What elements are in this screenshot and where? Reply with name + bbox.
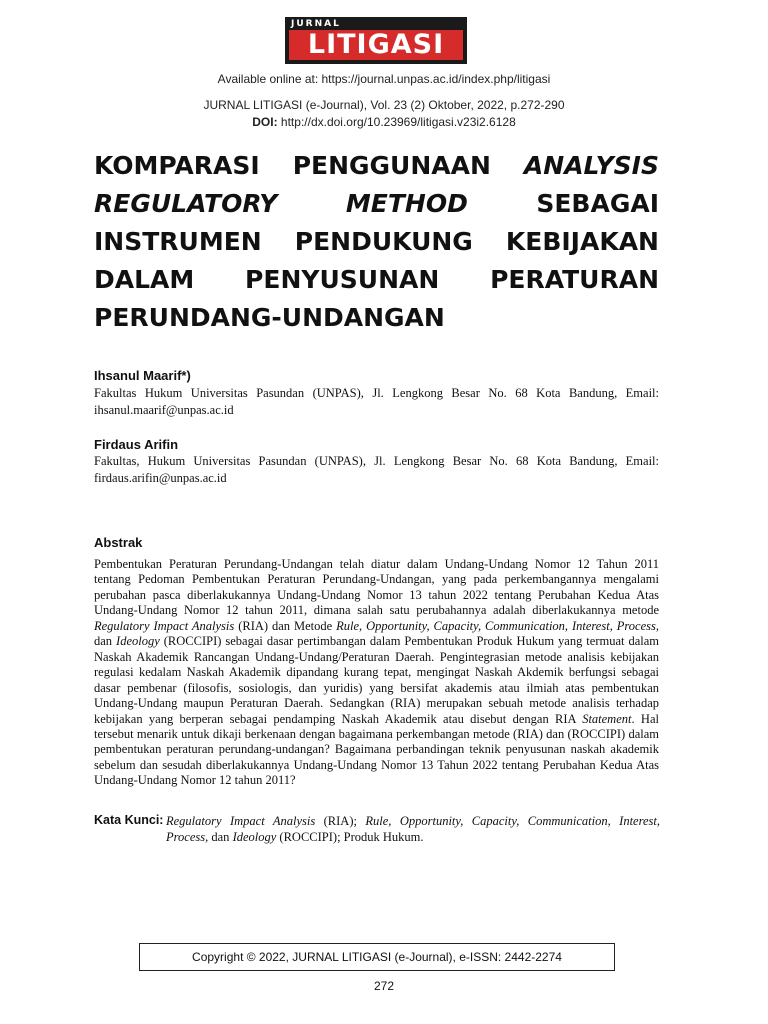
page-number: 272 — [373, 979, 395, 993]
author-name-2: Firdaus Arifin — [94, 437, 179, 452]
abstract-body — [94, 557, 659, 789]
paper-title — [94, 147, 659, 337]
title-word: METHOD — [345, 189, 468, 218]
author-affiliation-1: Fakultas Hukum Universitas Pasundan (UNPAS), Jl. Lengkong Besar No. 68 Kota Bandung, Email: ihsanul.maarif@unpas.ac.id — [94, 386, 659, 417]
abstract-text: (ROCCIPI) sebagai dasar pertimbangan dalam Pembentukan Produk Hukum yang termuat dalam Naskah Akademik Rancangan Undang-Undang/Peraturan Daerah. Pengintegrasian metode analisis kebijakan regulasi kedalam Naskah Akademik dipandang kurang tepat, mengingat Naskah Akdemik berfungsi sebagai dasar pembenar (filosofis, sosiologis, dan yuridis) yang bersifat akademis atau ilmiah atas pembentukan Undang-Undang maupun Peraturan Daerah. Sedangkan (RIA) merupakan sebuah metode analisis terhadap kebijakan yang berperan sebagai pendamping Naskah Akademik atau disebut dengan RIA — [94, 634, 659, 726]
title-word: PENDUKUNG — [294, 227, 473, 256]
abstract-term: Rule, Opportunity, Capacity, Communication, Interest, Process, — [336, 618, 659, 633]
keyword: Ideology — [232, 830, 277, 844]
abstract-term: Ideology — [116, 634, 160, 649]
title-word: REGULATORY — [94, 189, 278, 218]
abstract-term: Regulatory Impact Analysis — [94, 618, 235, 633]
keyword: Rule, Opportunity, Capacity, Communication, Interest, Process, — [166, 814, 661, 844]
logo-top-text: JURNAL — [291, 19, 341, 29]
title-word: SEBAGAI — [536, 189, 659, 218]
doi-line — [0, 115, 768, 129]
keywords-list — [166, 813, 660, 845]
keyword: (ROCCIPI); Produk Hukum. — [279, 830, 424, 844]
title-word: DALAM — [94, 265, 195, 294]
title-line-1 — [94, 147, 659, 185]
copyright-box: Copyright © 2022, JURNAL LITIGASI (e-Journal), e-ISSN: 2442-2274 — [139, 943, 615, 971]
title-word: KEBIJAKAN — [505, 227, 659, 256]
citation-line: JURNAL LITIGASI (e-Journal), Vol. 23 (2) Oktober, 2022, p.272-290 — [203, 98, 565, 112]
abstract-text: dan — [94, 634, 113, 649]
abstract-text: Pembentukan Peraturan Perundang-Undangan telah diatur dalam Undang-Undang Nomor 12 Tahun 2011 tentang Pedoman Pembentukan Peraturan Perundang-Undangan, yang pada perkembangannya mengalami perubahan pasca diberlakukannya Undang-Undang Nomor 13 tahun 2022 tentang Perubahan Kedua Atas Undang-Undang Nomor 12 tahun 2011, dimana salah satu perubahannya adalah diberlakukannya metode — [94, 557, 659, 618]
title-word: PENGGUNAAN — [292, 151, 491, 180]
author-affiliation-2: Fakultas, Hukum Universitas Pasundan (UNPAS), Jl. Lengkong Besar No. 68 Kota Bandung, Email: firdaus.arifin@unpas.ac.id — [94, 454, 659, 485]
author-name-1: Ihsanul Maarif*) — [94, 368, 191, 383]
title-line-3 — [94, 223, 659, 261]
title-word: PENYUSUNAN — [245, 265, 440, 294]
title-word: INSTRUMEN — [94, 227, 262, 256]
doi-label: DOI: — [252, 115, 278, 129]
journal-logo — [285, 17, 467, 64]
title-word: PERATURAN — [490, 265, 659, 294]
title-word: KOMPARASI — [94, 151, 260, 180]
logo-main-text: LITIGASI — [289, 30, 463, 60]
availability-line: Available online at: https://journal.unpas.ac.id/index.php/litigasi — [217, 72, 551, 86]
abstract-text: (RIA) dan Metode — [238, 618, 333, 633]
keyword: (RIA); — [323, 814, 357, 828]
abstract-heading: Abstrak — [94, 535, 143, 550]
doi-link[interactable]: http://dx.doi.org/10.23969/litigasi.v23i2.6128 — [280, 115, 516, 129]
keyword: dan — [211, 830, 230, 844]
title-word: ANALYSIS — [523, 151, 659, 180]
title-line-5: PERUNDANG-UNDANGAN — [94, 303, 445, 332]
abstract-term: Statement — [582, 711, 632, 726]
abstract-text: . Hal tersebut menarik untuk dikaji berkenaan dengan bagaimana perkembangan metode (RIA) dan (ROCCIPI) dalam pembentukan peraturan perundang-undangan? Bagaimana perbandingan teknik penyusunan naskah akademik sebelum dan sesudah diberlakukannya Undang-Undang Nomor 13 Tahun 2022 tentang Perubahan Kedua Atas Undang-Undang Nomor 12 tahun 2011? — [94, 711, 659, 788]
keywords-label: Kata Kunci: — [94, 813, 164, 827]
title-line-4 — [94, 261, 659, 299]
keyword: Regulatory Impact Analysis — [166, 814, 316, 828]
title-line-2 — [94, 185, 659, 223]
